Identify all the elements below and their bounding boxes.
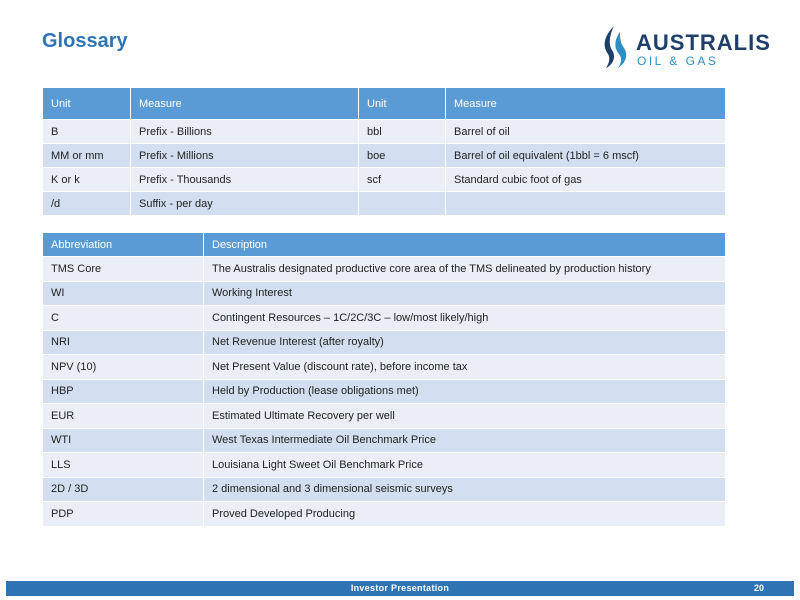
table-row <box>43 453 726 478</box>
table-cell: MM or mm <box>43 144 131 168</box>
table-cell: Prefix - Millions <box>131 144 359 168</box>
units-header-unit: Unit <box>43 88 131 120</box>
company-logo <box>600 22 770 72</box>
abbr-term: 2D / 3D <box>43 478 204 503</box>
footer-bar <box>6 581 794 596</box>
abbr-description: Net Present Value (discount rate), before income tax <box>204 355 726 380</box>
footer-label: Investor Presentation <box>350 583 450 593</box>
units-table <box>43 88 726 216</box>
units-header-measure: Measure <box>131 88 359 120</box>
logo-subtitle: OIL & GAS <box>637 54 719 68</box>
abbreviations-table <box>43 233 726 527</box>
abbr-description: The Australis designated productive core area of the TMS delineated by production history <box>204 257 726 282</box>
table-row <box>43 120 726 144</box>
table-cell <box>359 192 446 216</box>
abbr-header-row <box>43 233 726 257</box>
abbr-description: Estimated Ultimate Recovery per well <box>204 404 726 429</box>
table-cell: Suffix - per day <box>131 192 359 216</box>
table-row <box>43 502 726 527</box>
abbr-term: WI <box>43 282 204 307</box>
abbr-term: WTI <box>43 429 204 454</box>
abbr-description: West Texas Intermediate Oil Benchmark Price <box>204 429 726 454</box>
table-row <box>43 380 726 405</box>
page-title: Glossary <box>42 30 128 52</box>
table-row <box>43 282 726 307</box>
table-row <box>43 478 726 503</box>
table-row <box>43 429 726 454</box>
table-row <box>43 168 726 192</box>
table-cell: /d <box>43 192 131 216</box>
abbr-description: Contingent Resources – 1C/2C/3C – low/most likely/high <box>204 306 726 331</box>
table-row <box>43 331 726 356</box>
abbr-term: PDP <box>43 502 204 527</box>
units-header-row <box>43 88 726 120</box>
abbr-header-description: Description <box>204 233 726 257</box>
table-row <box>43 257 726 282</box>
table-cell: Barrel of oil <box>446 120 726 144</box>
table-row <box>43 192 726 216</box>
table-cell: Barrel of oil equivalent (1bbl = 6 mscf) <box>446 144 726 168</box>
table-row <box>43 144 726 168</box>
table-cell <box>446 192 726 216</box>
table-cell: Standard cubic foot of gas <box>446 168 726 192</box>
units-header-unit-2: Unit <box>359 88 446 120</box>
abbr-description: 2 dimensional and 3 dimensional seismic surveys <box>204 478 726 503</box>
abbr-term: NPV (10) <box>43 355 204 380</box>
table-row <box>43 355 726 380</box>
abbr-term: LLS <box>43 453 204 478</box>
abbr-description: Net Revenue Interest (after royalty) <box>204 331 726 356</box>
abbr-description: Held by Production (lease obligations met) <box>204 380 726 405</box>
abbr-description: Proved Developed Producing <box>204 502 726 527</box>
table-cell: Prefix - Billions <box>131 120 359 144</box>
table-cell: Prefix - Thousands <box>131 168 359 192</box>
abbr-term: HBP <box>43 380 204 405</box>
abbr-header-abbreviation: Abbreviation <box>43 233 204 257</box>
page-number: 20 <box>753 583 764 593</box>
table-cell: B <box>43 120 131 144</box>
abbr-description: Louisiana Light Sweet Oil Benchmark Price <box>204 453 726 478</box>
table-row <box>43 306 726 331</box>
table-cell: K or k <box>43 168 131 192</box>
table-row <box>43 404 726 429</box>
table-cell: bbl <box>359 120 446 144</box>
abbr-term: C <box>43 306 204 331</box>
abbr-term: EUR <box>43 404 204 429</box>
australis-flame-icon <box>600 24 630 70</box>
table-cell: boe <box>359 144 446 168</box>
table-cell: scf <box>359 168 446 192</box>
abbr-description: Working Interest <box>204 282 726 307</box>
logo-name: AUSTRALIS <box>636 30 771 55</box>
abbr-term: TMS Core <box>43 257 204 282</box>
units-header-measure-2: Measure <box>446 88 726 120</box>
abbr-term: NRI <box>43 331 204 356</box>
